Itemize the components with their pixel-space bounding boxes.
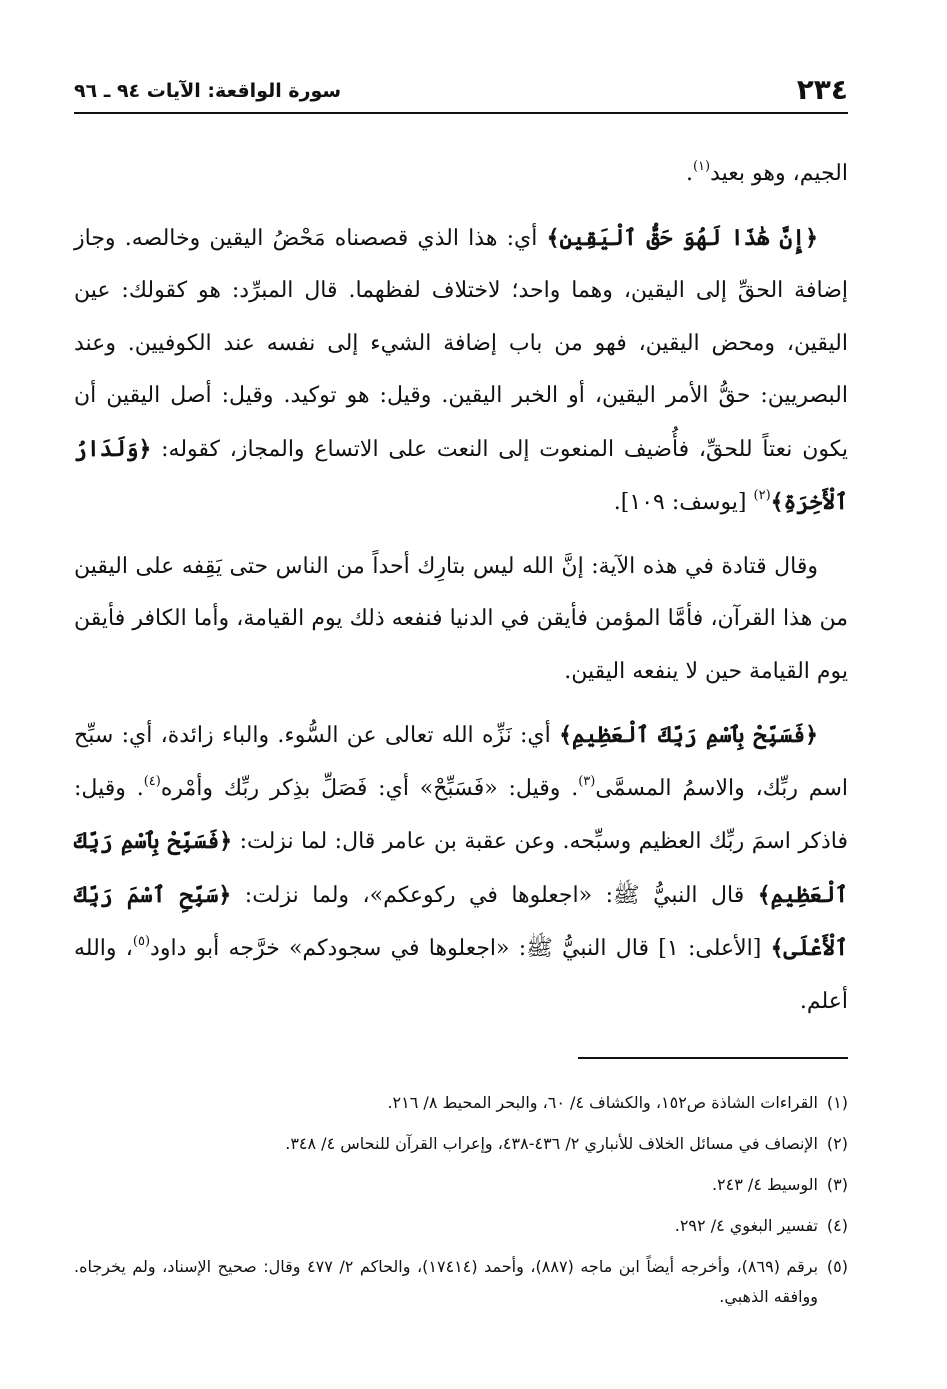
footnote-ref: (٥) [132,934,151,949]
footnote-ref: (٣) [578,773,596,789]
paragraph-1 [74,148,848,201]
footnote-5 [74,1252,848,1312]
footnote-ref: (٤) [143,773,161,789]
quran-verse: ﴿وَلَدَارُ ٱلْأَخِرَةِ﴾ [74,435,848,515]
page-header [74,70,848,114]
header-rule [74,112,848,114]
paragraph-text: قال النبيُّ ﷺ: «اجعلوها في ركوعكم»، ولما نزلت: [231,882,758,908]
paragraph-text: . وقيل: فاذكر اسمَ ربِّك العظيم وسبِّحه. وعن عقبة بن عامر قال: لما نزلت: [74,775,848,854]
paragraph-text: الجيم، وهو بعيد [710,161,848,186]
paragraph-2 [74,212,848,530]
paragraph-text: . وقيل: «فَسَبِّحْ» أي: فَصَلِّ بذِكر ربِّك وأمْره [160,775,579,801]
footnote-marker: (٣) [826,1175,848,1194]
page-number: ٢٣٤ [796,73,848,106]
footnote-separator [578,1057,848,1059]
paragraph-4 [74,709,848,1028]
footnotes [74,1088,848,1323]
footnote-4 [74,1211,848,1241]
footnote-text: الوسيط ٤/ ٢٤٣. [711,1175,818,1194]
paragraph-3 [74,541,848,699]
footnote-text: برقم (٨٦٩)، وأخرجه أيضاً ابن ماجه (٨٨٧)، وأحمد (١٧٤١٤)، والحاكم ٢/ ٤٧٧ وقال: صحيح الإسناد، ولم يخرجاه. ووافقه الذهبي. [74,1257,819,1306]
main-text [74,148,848,1028]
quran-verse: ﴿إِنَّ هَٰذَا لَهُوَ حَقُّ ٱلْيَقِينِ﴾ [546,224,818,251]
footnote-text: تفسير البغوي ٤/ ٢٩٢. [674,1216,818,1235]
footnote-2 [74,1129,848,1159]
quran-verse: ﴿سَبِّحِ ٱسْمَ رَبِّكَ ٱلْأَعْلَى﴾ [74,881,848,961]
quran-verse: ﴿فَسَبِّحْ بِٱسْمِ رَبِّكَ ٱلْعَظِيمِ﴾ [559,722,818,748]
paragraph-text: وقال قتادة في هذه الآية: إنَّ الله ليس بتارِك أحداً من الناس حتى يَقِفه على اليقين من هذا القرآن، فأمَّا المؤمن فأيقن في الدنيا فنفعه ذلك يوم القيامة، وأما الكافر فأيقن يوم القيامة حين لا ينفعه اليقين. [74,553,848,684]
footnote-marker: (٤) [826,1216,848,1235]
footnote-marker: (٥) [826,1257,848,1276]
paragraph-text: [الأعلى: ١] قال النبيُّ ﷺ: «اجعلوها في سجودكم» خرَّجه أبو داود [150,936,771,961]
footnote-3 [74,1170,848,1200]
footnote-marker: (١) [826,1093,848,1112]
footnote-ref: (١) [692,159,711,174]
paragraph-text: ، والله أعلم. [74,936,848,1014]
paragraph-text: أي: هذا الذي قصصناه مَحْضُ اليقين وخالصه. وجاز إضافة الحقِّ إلى اليقين، وهما واحد؛ لاختلاف لفظهما. قال المبرِّد: هو كقولك: عين اليقين، ومحض اليقين، فهو من باب إضافة الشيء إلى نفسه عند الكوفيين. وعند البصريين: حقُّ الأمر اليقين، أو الخبر اليقين. وقيل: هو توكيد. وقيل: أصل اليقين أن يكون نعتاً للحقِّ، فأُضيف المنعوت إلى النعت على الاتساع والمجاز، كقوله: [74,225,848,462]
footnote-marker: (٢) [826,1134,848,1153]
paragraph-text: [يوسف: ١٠٩]. [613,490,754,515]
footnote-ref: (٢) [753,488,771,503]
footnote-text: الإنصاف في مسائل الخلاف للأنباري ٢/ ٤٣٦-٤٣٨، وإعراب القرآن للنحاس ٤/ ٣٤٨. [285,1134,818,1153]
footnote-1 [74,1088,848,1118]
paragraph-text: أي: نَزِّه الله تعالى عن السُّوء. والباء زائدة، أي: سبِّح اسم ربِّك، والاسمُ المسمَّى [74,723,848,801]
running-title: سورة الواقعة: الآيات ٩٤ ـ ٩٦ [74,80,342,102]
quran-verse: ﴿فَسَبِّحْ بِٱسْمِ رَبِّكَ ٱلْعَظِيمِ﴾ [74,828,848,908]
footnote-text: القراءات الشاذة ص١٥٢، والكشاف ٤/ ٦٠، والبحر المحيط ٨/ ٢١٦. [387,1093,818,1112]
paragraph-text: . [685,161,693,186]
